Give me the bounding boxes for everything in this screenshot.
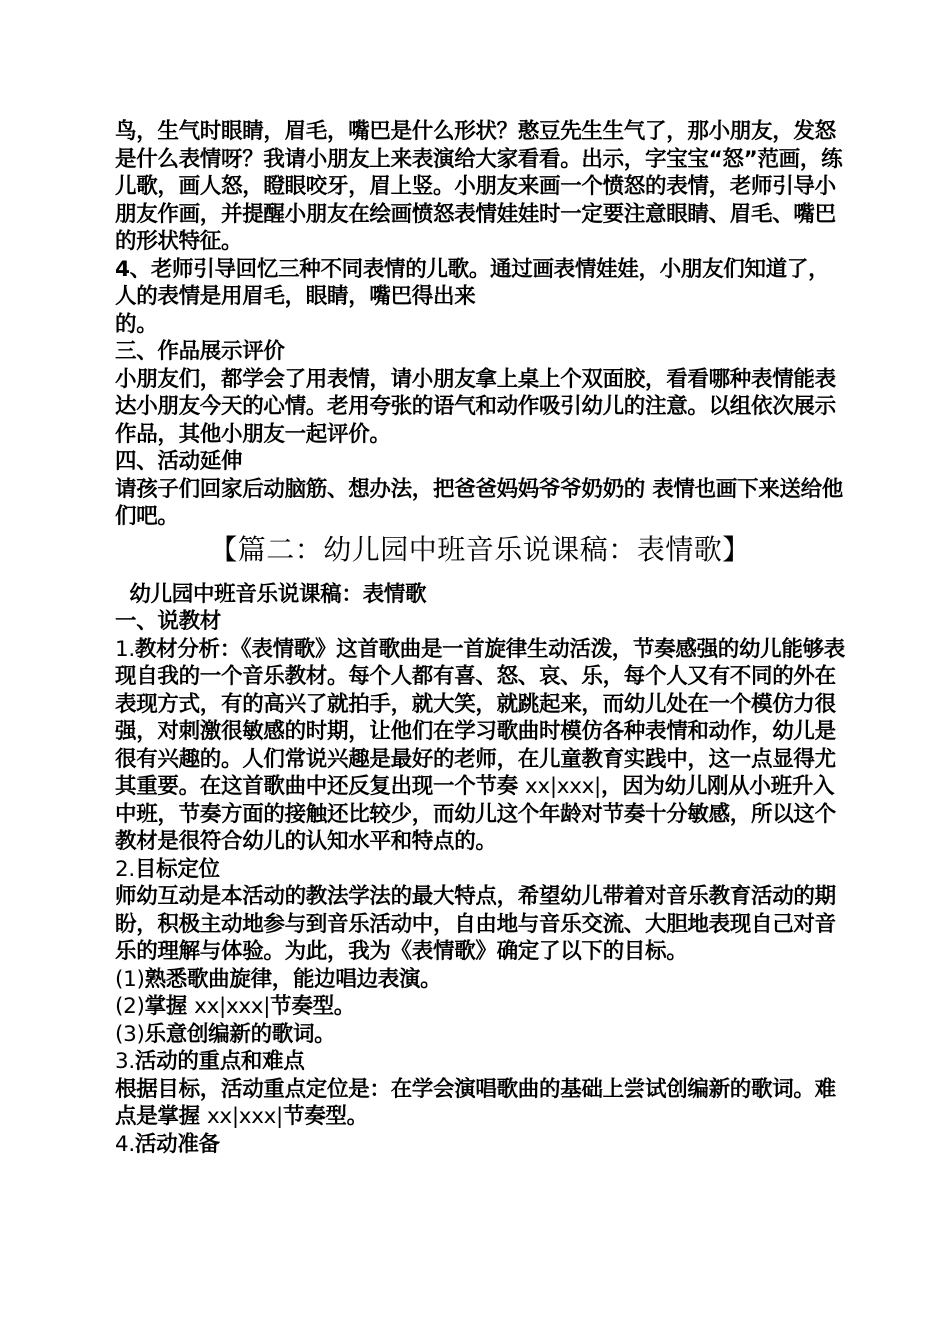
paragraph-anger-drawing: 鸟，生气时眼睛，眉毛，嘴巴是什么形状？憨豆先生生气了，那小朋友，发怒是什么表情呀？我请小朋友上来表演给大家看看。出示，字宝宝“怒”范画，练儿歌，画人怒，瞪眼咬牙，眉上竖。小朋友来画一个愤怒的表情，老师引导小朋友作画，并提醒小朋友在绘画愤怒表情娃娃时一定要注意眼睛、眉毛、嘴巴的形状特征。 (115, 119, 843, 254)
key-points-rhythm: xx|xxx| (207, 1104, 284, 1129)
goal-3-number: (3) (115, 1021, 145, 1047)
goal-setting-number: 2. (115, 856, 135, 882)
paragraph-work-display: 小朋友们，都学会了用表情，请小朋友拿上桌上个双面胶，看看哪种表情能表达小朋友今天的心情。老用夸张的语气和动作吸引幼儿的注意。以组依次展示作品，其他小朋友一起评价。 (115, 366, 836, 447)
lesson-subtitle: 幼儿园中班音乐说课稿：表情歌 (115, 581, 427, 607)
heading-goal-setting (115, 856, 845, 884)
section-title: 【篇二：幼儿园中班音乐说课稿：表情歌】 (209, 532, 751, 566)
goal-item-2 (115, 993, 845, 1021)
goal-3-text: 乐意创编新的歌词。 (144, 1021, 336, 1047)
heading-work-display: 三、作品展示评价 (115, 339, 285, 364)
paragraph-activity-extension: 请孩子们回家后动脑筋、想办法，把爸爸妈妈爷爷奶奶的 表情也画下来送给他们吧。 (115, 476, 843, 529)
paragraph-goal-setting: 师幼互动是本活动的教法学法的最大特点，希望幼儿带着对音乐教育活动的期盼，积极主动地参与到音乐活动中，自由地与音乐交流、大胆地表现自己对音乐的理解与体验。为此，我为《表情歌》确定了以下的目标。 (115, 884, 836, 964)
heading-activity-preparation (115, 1131, 845, 1159)
goal-2-post: 节奏型。 (270, 994, 355, 1019)
activity-preparation-label: 活动准备 (134, 1131, 220, 1157)
paragraph-key-points (115, 1076, 845, 1131)
heading-key-points (115, 1048, 845, 1076)
key-points-label: 活动的重点和难点 (134, 1049, 305, 1074)
paragraph-material-analysis (115, 636, 845, 856)
goal-setting-label: 目标定位 (134, 856, 220, 882)
heading-teaching-material: 一、说教材 (115, 609, 222, 634)
document-content (115, 118, 845, 1158)
goal-2-rhythm: xx|xxx| (194, 994, 271, 1019)
key-points-pre: 根据目标，活动重点定位是：在学会演唱歌曲的基础上尝试创编新的歌词。难点是掌握 (115, 1076, 836, 1129)
paragraph-step-4: 4、老师引导回忆三种不同表情的儿歌。通过画表情娃娃，小朋友们知道了，人的表情是用眉毛，眼睛，嘴巴得出来 的。 (115, 256, 830, 337)
material-analysis-number: 1. (115, 636, 135, 662)
key-points-post: 节奏型。 (283, 1104, 368, 1129)
material-analysis-tail: ，因为幼儿刚从小班升入中班，节奏方面的接触还比较少，而幼儿这个年龄对节奏十分敏感，所以这个教材是很符合幼儿的认知水平和特点的。 (115, 774, 836, 854)
material-analysis-text: 教材分析：《表情歌》这首歌曲是一首旋律生动活泼，节奏感强的幼儿能够表现自我的一个音乐教材。每个人都有喜、怒、哀、乐，每个人又有不同的外在表现方式，有的高兴了就拍手，就大笑，就跳起来，而幼儿处在一个模仿力很强，对刺激很敏感的时期，让他们在学习歌曲时模仿各种表情和动作，幼儿是很有兴趣的。人们常说兴趣是最好的老师，在儿童教育实践中，这一点显得尤其重要。在这首歌曲中还反复出现一个节奏 (115, 636, 845, 799)
heading-activity-extension: 四、活动延伸 (115, 449, 243, 474)
goal-1-text: 熟悉歌曲旋律，能边唱边表演。 (144, 966, 442, 992)
goal-item-3 (115, 1021, 845, 1049)
key-points-number: 3. (115, 1049, 135, 1074)
goal-item-1 (115, 966, 845, 994)
goal-2-pre: 掌握 (144, 994, 195, 1019)
goal-2-number: (2) (115, 994, 145, 1019)
goal-1-number: (1) (115, 966, 145, 992)
rhythm-pattern: xx|xxx| (525, 774, 602, 799)
activity-preparation-number: 4. (115, 1131, 135, 1157)
